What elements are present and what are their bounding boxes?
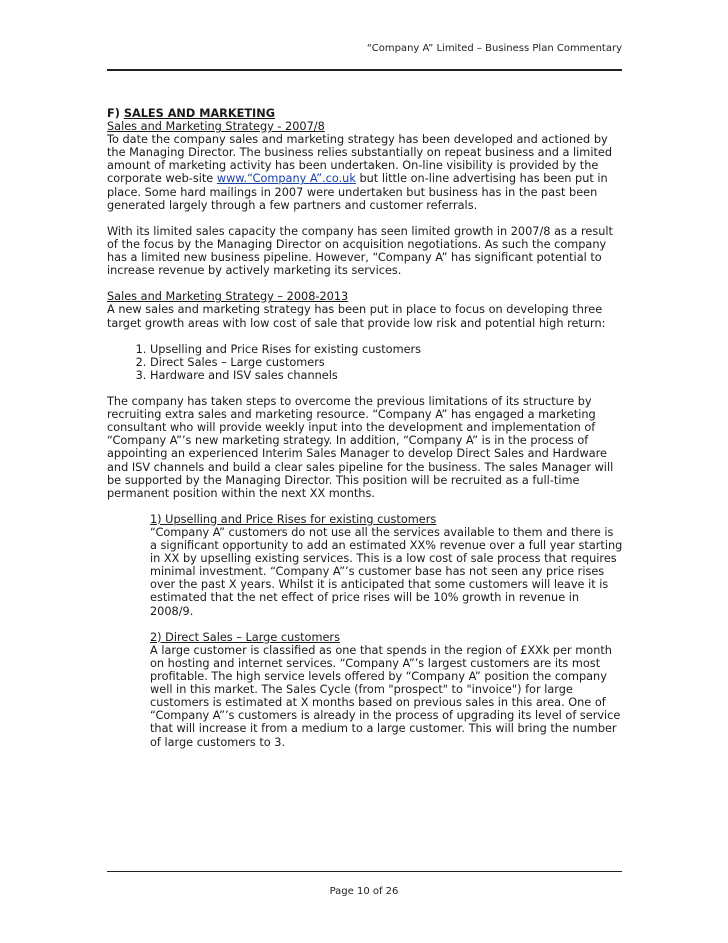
page-number: Page 10 of 26 (329, 886, 399, 897)
section-prefix: F) (107, 107, 124, 120)
direct-sales-title: 2) Direct Sales – Large customers (150, 630, 340, 644)
strategy-2008-para: The company has taken steps to overcome the previous limitations of its structure by recruiting extra sales and marketing resource. “Company A” has engaged a marketing consultant who will provide weekly input into the development and implementation of “Company A”’s new marketing strategy. In addition, “Company A” is in the process of appointing an experienced Interim Sales Manager to develop Direct Sales and Hardware and ISV channels and build a clear sales pipeline for the business. The sales Manager will be supported by the Managing Director. This position will be recruited as a full-time permanent position within the next XX months. (107, 395, 614, 500)
upselling-title: 1) Upselling and Price Rises for existing customers (150, 512, 437, 526)
para1-text-end: but little on-line advertising has been put in place. Some hard mailings in 2007 were undertaken but business has in the past been generated largely through a few partners and customer referrals. (107, 172, 608, 212)
footer-divider (107, 871, 622, 872)
website-link[interactable]: www.“Company A”.co.uk (216, 172, 356, 186)
list-item: 3. Hardware and ISV sales channels (150, 369, 623, 382)
list-item: 1. Upselling and Price Rises for existing customers (150, 343, 623, 356)
header-divider (107, 69, 622, 71)
direct-sales-body: A large customer is classified as one that spends in the region of £XXk per month on hosting and internet services. “Company A”’s largest customers are its most profitable. The high service levels offered by “Company A” position the company well in this market. The Sales Cycle (from "prospect" to "invoice") for large customers is estimated at X months based on previous sales in this area. One of “Company A”’s customers is already in the process of upgrading its level of service that will increase it from a medium to a large customer. This will bring the number of large customers to 3. (150, 643, 621, 749)
upselling-section (107, 513, 623, 749)
para1-text-start: To date the company sales and marketing strategy has been developed and actioned by the Managing Director. The business relies substantially on repeat business and a limited amount of marketing activity has been undertaken. On-line visibility is provided by the corporate web-site (107, 133, 613, 186)
strategy-2008-title: Sales and Marketing Strategy – 2008-2013 (107, 290, 349, 304)
section-title: SALES AND MARKETING (123, 107, 275, 120)
list-item: 2. Direct Sales – Large customers (150, 356, 623, 369)
target-growth-list (107, 343, 623, 382)
strategy-2007-para1 (107, 133, 623, 212)
strategy-2007-para2: With its limited sales capacity the company has seen limited growth in 2007/8 as a result of the focus by the Managing Director on acquisition negotiations. As such the company has a limited new business pipeline. However, “Company A” has significant potential to increase revenue by actively marketing its services. (107, 224, 613, 278)
strategy-2007-title: Sales and Marketing Strategy - 2007/8 (107, 120, 325, 134)
upselling-body: “Company A” customers do not use all the services available to them and there is a significant opportunity to add an estimated XX% revenue over a full year starting in XX by upselling existing services. This is a low cost of sale process that requires minimal investment. “Company A”’s customer base has not seen any price rises over the past X years. Whilst it is anticipated that some customers will leave it is estimated that the net effect of price rises will be 10% growth in revenue in 2008/9. (150, 526, 623, 618)
strategy-2008-intro: A new sales and marketing strategy has been put in place to focus on developing three target growth areas with low cost of sale that provide low risk and potential high return: (107, 303, 606, 330)
document-body (107, 107, 623, 749)
running-header: “Company A” Limited – Business Plan Commentary (366, 43, 622, 54)
section-heading (107, 107, 623, 120)
